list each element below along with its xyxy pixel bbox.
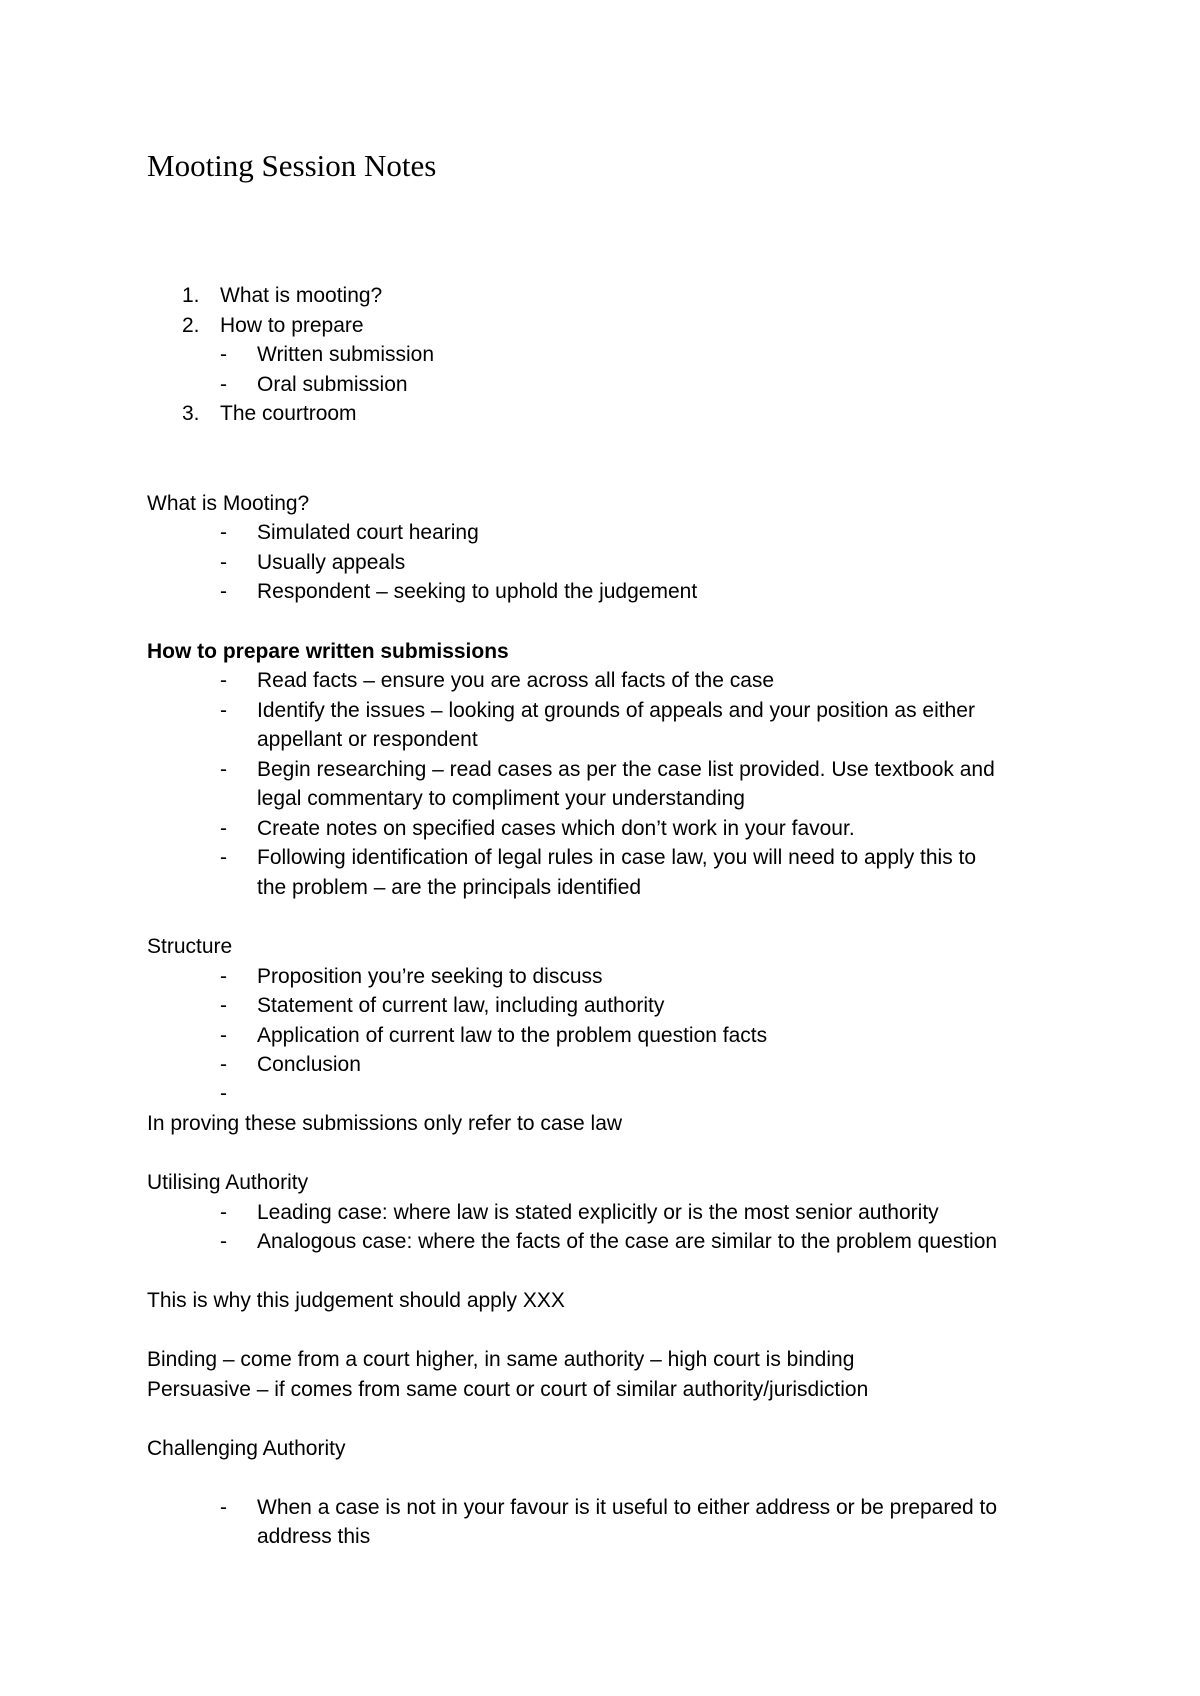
bullet-dash: - (220, 1496, 227, 1519)
section-heading: Challenging Authority (147, 1437, 346, 1460)
list-item: The courtroom (220, 402, 357, 425)
list-item: Leading case: where law is stated explicitly or is the most senior authority (257, 1201, 939, 1224)
bullet-dash: - (220, 343, 227, 366)
list-item: What is mooting? (220, 284, 383, 307)
list-item: Proposition you’re seeking to discuss (257, 965, 603, 988)
bullet-dash: - (220, 758, 227, 781)
section-heading: How to prepare written submissions (147, 640, 509, 663)
bullet-dash: - (220, 817, 227, 840)
section-heading: Utilising Authority (147, 1171, 309, 1194)
bullet-dash: - (220, 994, 227, 1017)
list-item: Read facts – ensure you are across all facts of the case (257, 669, 775, 692)
list-subitem: Written submission (257, 343, 435, 366)
list-item-continuation: address this (257, 1525, 371, 1548)
list-subitem: Oral submission (257, 373, 408, 396)
bullet-dash: - (220, 1201, 227, 1224)
bullet-dash: - (220, 1230, 227, 1253)
list-item: How to prepare (220, 314, 364, 337)
paragraph: Persuasive – if comes from same court or court of similar authority/jurisdiction (147, 1378, 869, 1401)
list-item: Begin researching – read cases as per the case list provided. Use textbook and (257, 758, 995, 781)
list-number: 2. (182, 314, 200, 337)
bullet-dash: - (220, 551, 227, 574)
list-item: Conclusion (257, 1053, 361, 1076)
bullet-dash: - (220, 965, 227, 988)
list-item: Respondent – seeking to uphold the judgement (257, 580, 698, 603)
bullet-dash: - (220, 846, 227, 869)
bullet-dash: - (220, 669, 227, 692)
bullet-dash: - (220, 1082, 227, 1105)
bullet-dash: - (220, 580, 227, 603)
list-item: Create notes on specified cases which don’t work in your favour. (257, 817, 855, 840)
section-heading: What is Mooting? (147, 492, 310, 515)
section-heading: Structure (147, 935, 233, 958)
list-item: When a case is not in your favour is it useful to either address or be prepared to (257, 1496, 998, 1519)
list-item-continuation: appellant or respondent (257, 728, 478, 751)
list-item: Usually appeals (257, 551, 406, 574)
bullet-dash: - (220, 1024, 227, 1047)
list-number: 1. (182, 284, 200, 307)
paragraph: Binding – come from a court higher, in same authority – high court is binding (147, 1348, 855, 1371)
list-item-continuation: the problem – are the principals identified (257, 876, 642, 899)
bullet-dash: - (220, 1053, 227, 1076)
list-number: 3. (182, 402, 200, 425)
bullet-dash: - (220, 699, 227, 722)
paragraph: This is why this judgement should apply XXX (147, 1289, 565, 1312)
list-item: Simulated court hearing (257, 521, 479, 544)
list-item: Identify the issues – looking at grounds of appeals and your position as either (257, 699, 975, 722)
list-item: Analogous case: where the facts of the case are similar to the problem question (257, 1230, 998, 1253)
list-item: Application of current law to the problem question facts (257, 1024, 768, 1047)
list-item-continuation: legal commentary to compliment your understanding (257, 787, 745, 810)
page-title: Mooting Session Notes (147, 148, 437, 183)
bullet-dash: - (220, 521, 227, 544)
list-item: Following identification of legal rules in case law, you will need to apply this to (257, 846, 977, 869)
paragraph: In proving these submissions only refer to case law (147, 1112, 623, 1135)
bullet-dash: - (220, 373, 227, 396)
list-item: Statement of current law, including authority (257, 994, 665, 1017)
